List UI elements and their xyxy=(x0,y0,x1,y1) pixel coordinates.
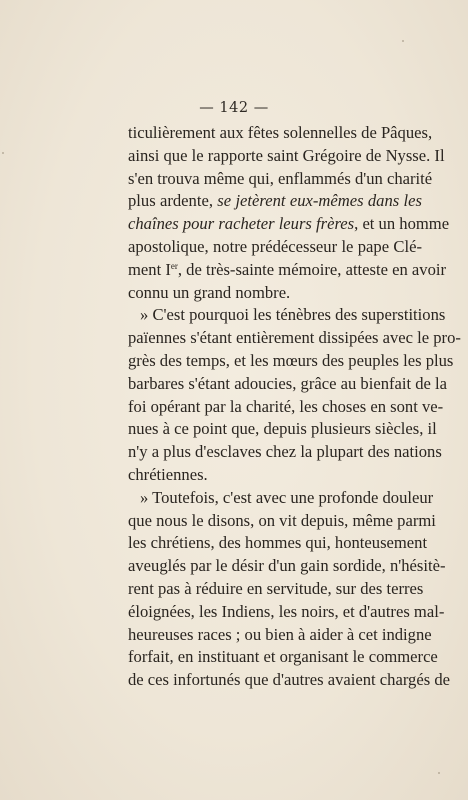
body-text xyxy=(128,122,461,692)
text-line: forfait, en instituant et organisant le commerce xyxy=(128,647,438,667)
text-line-italic: chaînes pour racheter leurs frères xyxy=(128,214,355,234)
text-line: apostolique, notre prédécesseur le pape Clé- xyxy=(128,236,422,256)
text-line: heureuses races ; ou bien à aider à cet indigne xyxy=(128,624,432,644)
text-line: ainsi que le rapporte saint Grégoire de Nysse. Il xyxy=(128,145,445,165)
text-line: les chrétiens, des hommes qui, honteusement xyxy=(128,533,428,553)
text-line: rent pas à réduire en servitude, sur des terres xyxy=(128,578,424,598)
text-line: connu un grand nombre. xyxy=(128,282,291,302)
text-line-italic: se jetèrent eux-mêmes dans les xyxy=(217,191,422,211)
text-line: grès des temps, et les mœurs des peuples les plus xyxy=(128,350,454,370)
text-line: n'y a plus d'esclaves chez la plupart des nations xyxy=(128,442,442,462)
paper-speck xyxy=(2,152,4,154)
superscript: er xyxy=(170,260,178,271)
text-line: aveuglés par le désir d'un gain sordide, n'hésitè- xyxy=(128,556,446,576)
text-line: » Toutefois, c'est avec une profonde douleur xyxy=(140,487,434,507)
text-line xyxy=(128,259,447,282)
text-line: » C'est pourquoi les ténèbres des superstitions xyxy=(140,305,446,325)
text-line xyxy=(128,213,450,236)
text-line: nues à ce point que, depuis plusieurs siècles, il xyxy=(128,419,437,439)
text-line: de ces infortunés que d'autres avaient chargés de xyxy=(128,670,450,690)
text-line xyxy=(128,190,422,213)
text-line: foi opérant par la charité, les choses en sont ve- xyxy=(128,396,444,416)
text-line: chrétiennes. xyxy=(128,464,208,484)
text-line-roman: , et un homme xyxy=(354,214,450,234)
paper-speck xyxy=(402,40,404,42)
text-line-roman: plus ardente, xyxy=(128,191,218,211)
text-line: ticulièrement aux fêtes solennelles de Pâques, xyxy=(128,123,433,142)
text-line: païennes s'étant entièrement dissipées avec le pro- xyxy=(128,328,461,348)
text-line: que nous le disons, on vit depuis, même parmi xyxy=(128,510,436,530)
text-line: s'en trouva même qui, enflammés d'un charité xyxy=(128,168,433,188)
text-line: éloignées, les Indiens, les noirs, et d'autres mal- xyxy=(128,601,445,621)
text-line-roman: , de très-sainte mémoire, atteste en avoir xyxy=(177,259,447,279)
text-line-roman: ment I xyxy=(128,259,171,279)
text-line: barbares s'étant adoucies, grâce au bienfait de la xyxy=(128,373,448,393)
page-number: — 142 — xyxy=(199,100,269,116)
paper-speck xyxy=(438,772,440,774)
